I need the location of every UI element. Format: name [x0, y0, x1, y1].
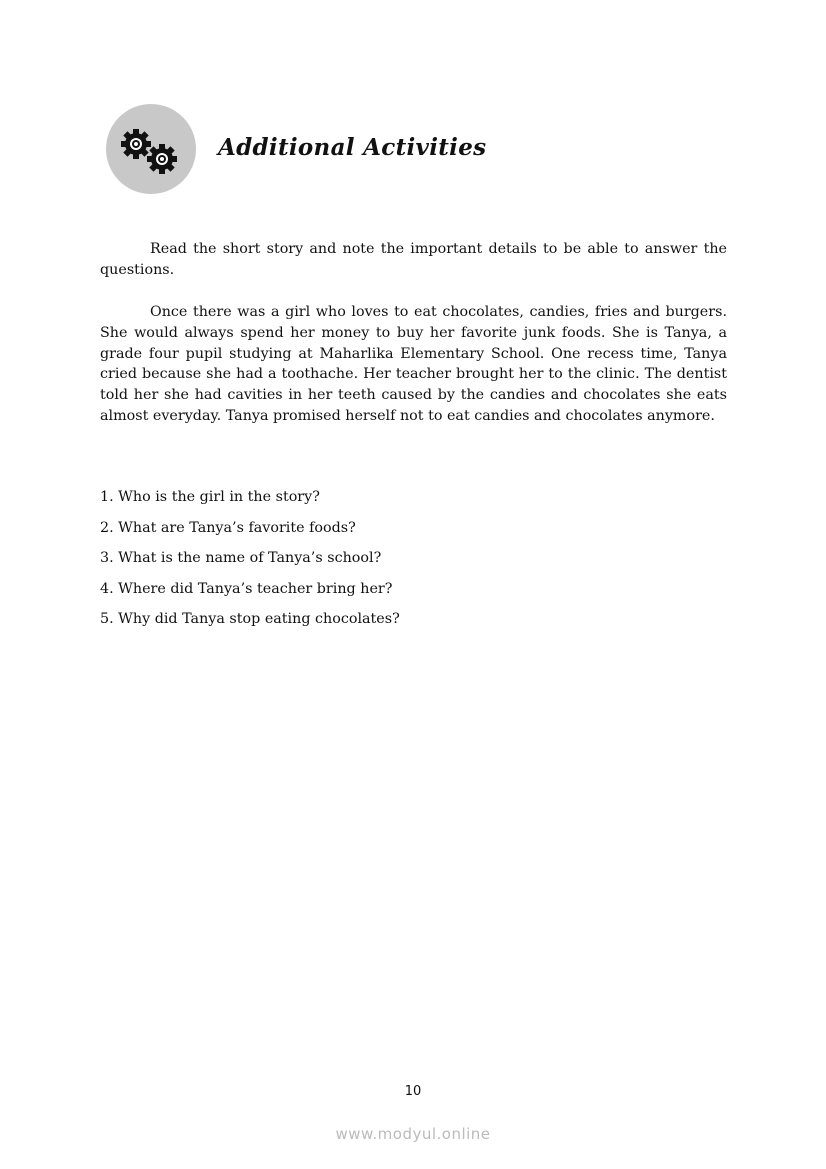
story-paragraph: Once there was a girl who loves to eat chocolates, candies, fries and burgers. She would always spend her money to buy her favorite junk foods. She is Tanya, a grade four pupil studying at Maharlika Elementary School. One recess time, Tanya cried because she had a toothache. Her teacher brought her to the clinic. The dentist told her she had cavities in her teeth caused by the candies and chocolates she eats almost everyday. Tanya promised herself not to eat candies and chocolates anymore.	[100, 304, 727, 424]
question: 4. Where did Tanya’s teacher bring her?	[100, 581, 393, 597]
question: 5. Why did Tanya stop eating chocolates?	[100, 611, 400, 627]
question: 1. Who is the girl in the story?	[100, 489, 320, 505]
question: 2. What are Tanya’s favorite foods?	[100, 520, 356, 536]
gears-icon	[106, 104, 196, 194]
section-title: Additional Activities	[218, 134, 487, 161]
watermark: www.modyul.online	[335, 1125, 491, 1143]
question: 3. What is the name of Tanya’s school?	[100, 550, 382, 566]
page-number: 10	[404, 1084, 422, 1099]
instructions: Read the short story and note the important details to be able to answer the questions.	[100, 241, 727, 278]
